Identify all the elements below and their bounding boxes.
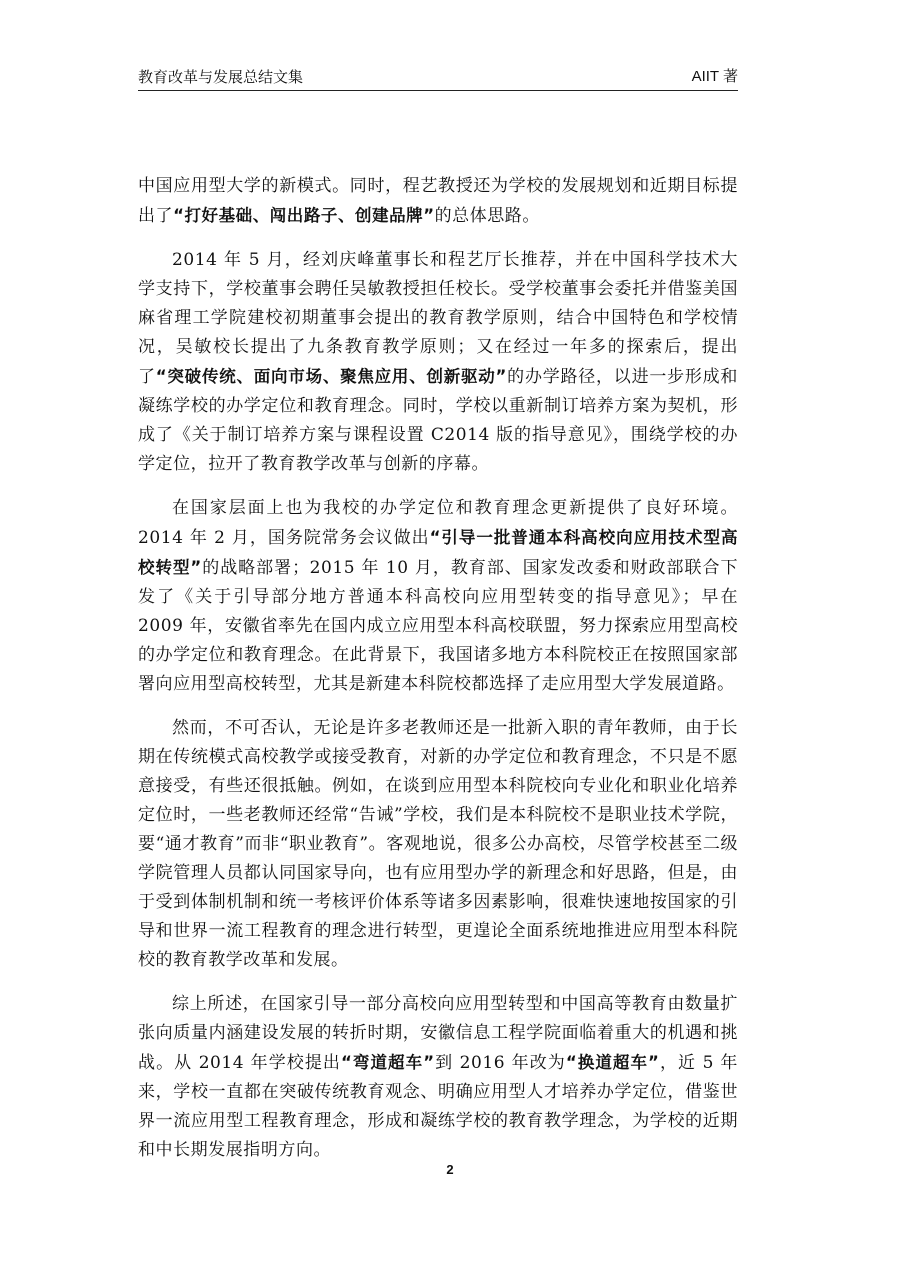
emphasized-phrase: “打好基础、闯出路子、创建品牌” [173, 206, 435, 225]
text-run: 然而，不可否认，无论是许多老教师还是一批新入职的青年教师，由于长期在传统模式高校教学或接受教育，对新的办学定位和教育理念，不只是不愿意接受，有些还很抵触。例如，在谈到应用型本科院校向专业化和职业化培养定位时，一些老教师还经常“告诫”学校，我们是本科院校不是职业技术学院，要“通才教育”而非“职业教育”。客观地说，很多公办高校，尽管学校甚至二级学院管理人员都认同国家导向，也有应用型办学的新理念和好思路，但是，由于受到体制机制和统一考核评价体系等诸多因素影响，很难快速地按国家的引导和世界一流工程教育的理念进行转型，更遑论全面系统地推进应用型本科院校的教育教学改革和发展。 [138, 718, 738, 970]
text-run: 中国应用型大学的新模式。同时，程艺教授还为学校的发展规划和近期目标提出了 [138, 176, 738, 226]
running-header [138, 66, 738, 91]
text-run: 2014 年 5 月，经刘庆峰董事长和程艺厅长推荐，并在中国科学技术大学支持下，学校董事会聘任吴敏教授担任校长。受学校董事会委托并借鉴美国麻省理工学院建校初期董事会提出的教育教学原则，结合中国特色和学校情况，吴敏校长提出了九条教育教学原则；又在经过一年多的探索后，提出了 [138, 250, 738, 387]
text-run: 的总体思路。 [434, 206, 540, 226]
header-title: 教育改革与发展总结文集 [138, 68, 304, 86]
text-run: 综上所述，在国家引导一部分高校向应用型转型和中国高等教育由数量扩张向质量内涵建设发展的转折时期，安徽信息工程学院面临着重大的机遇和挑战。从 2014 年学校提出 [138, 994, 738, 1073]
text-run: ，近 5 年来，学校一直都在突破传统教育观念、明确应用型人才培养办学定位，借鉴世界一流应用型工程教育理念，形成和凝练学校的教育教学理念，为学校的近期和中长期发展指明方向。 [138, 1053, 738, 1160]
emphasized-phrase: “弯道超车” [341, 1053, 435, 1072]
emphasized-phrase: “突破传统、面向市场、聚焦应用、创新驱动” [155, 367, 507, 386]
emphasized-phrase: “换道超车” [565, 1053, 660, 1072]
emphasized-phrase: “引导一批普通本科高校向应用技术型高校转型” [138, 528, 739, 577]
paragraph [138, 246, 738, 479]
paragraph [138, 990, 738, 1165]
text-run: 到 2016 年改为 [434, 1053, 566, 1073]
paragraph [138, 714, 738, 975]
page-number: 2 [446, 1162, 454, 1177]
header-author: AIIT 著 [691, 68, 738, 85]
text-run: 在国家层面上也为我校的办学定位和教育理念更新提供了良好环境。2014 年 2 月，国务院常务会议做出 [138, 498, 738, 548]
text-run: 的战略部署；2015 年 10 月，教育部、国家发改委和财政部联合下发了《关于引导部分地方普通本科高校向应用型转变的指导意见》；早在 2009 年，安徽省率先在国内成立应用型本科高校联盟，努力探索应用型高校的办学定位和教育理念。在此背景下，我国诸多地方本科院校正在按照国家部署向应用型高校转型，尤其是新建本科院校都选择了走应用型大学发展道路。 [138, 558, 738, 694]
paragraph [138, 172, 738, 231]
body-text [138, 172, 738, 1180]
text-run: 的办学路径，以进一步形成和凝练学校的办学定位和教育理念。同时，学校以重新制订培养方案为契机，形成了《关于制订培养方案与课程设置 C2014 版的指导意见》，围绕学校的办学定位，拉开了教育教学改革与创新的序幕。 [138, 367, 738, 474]
paragraph [138, 494, 738, 699]
